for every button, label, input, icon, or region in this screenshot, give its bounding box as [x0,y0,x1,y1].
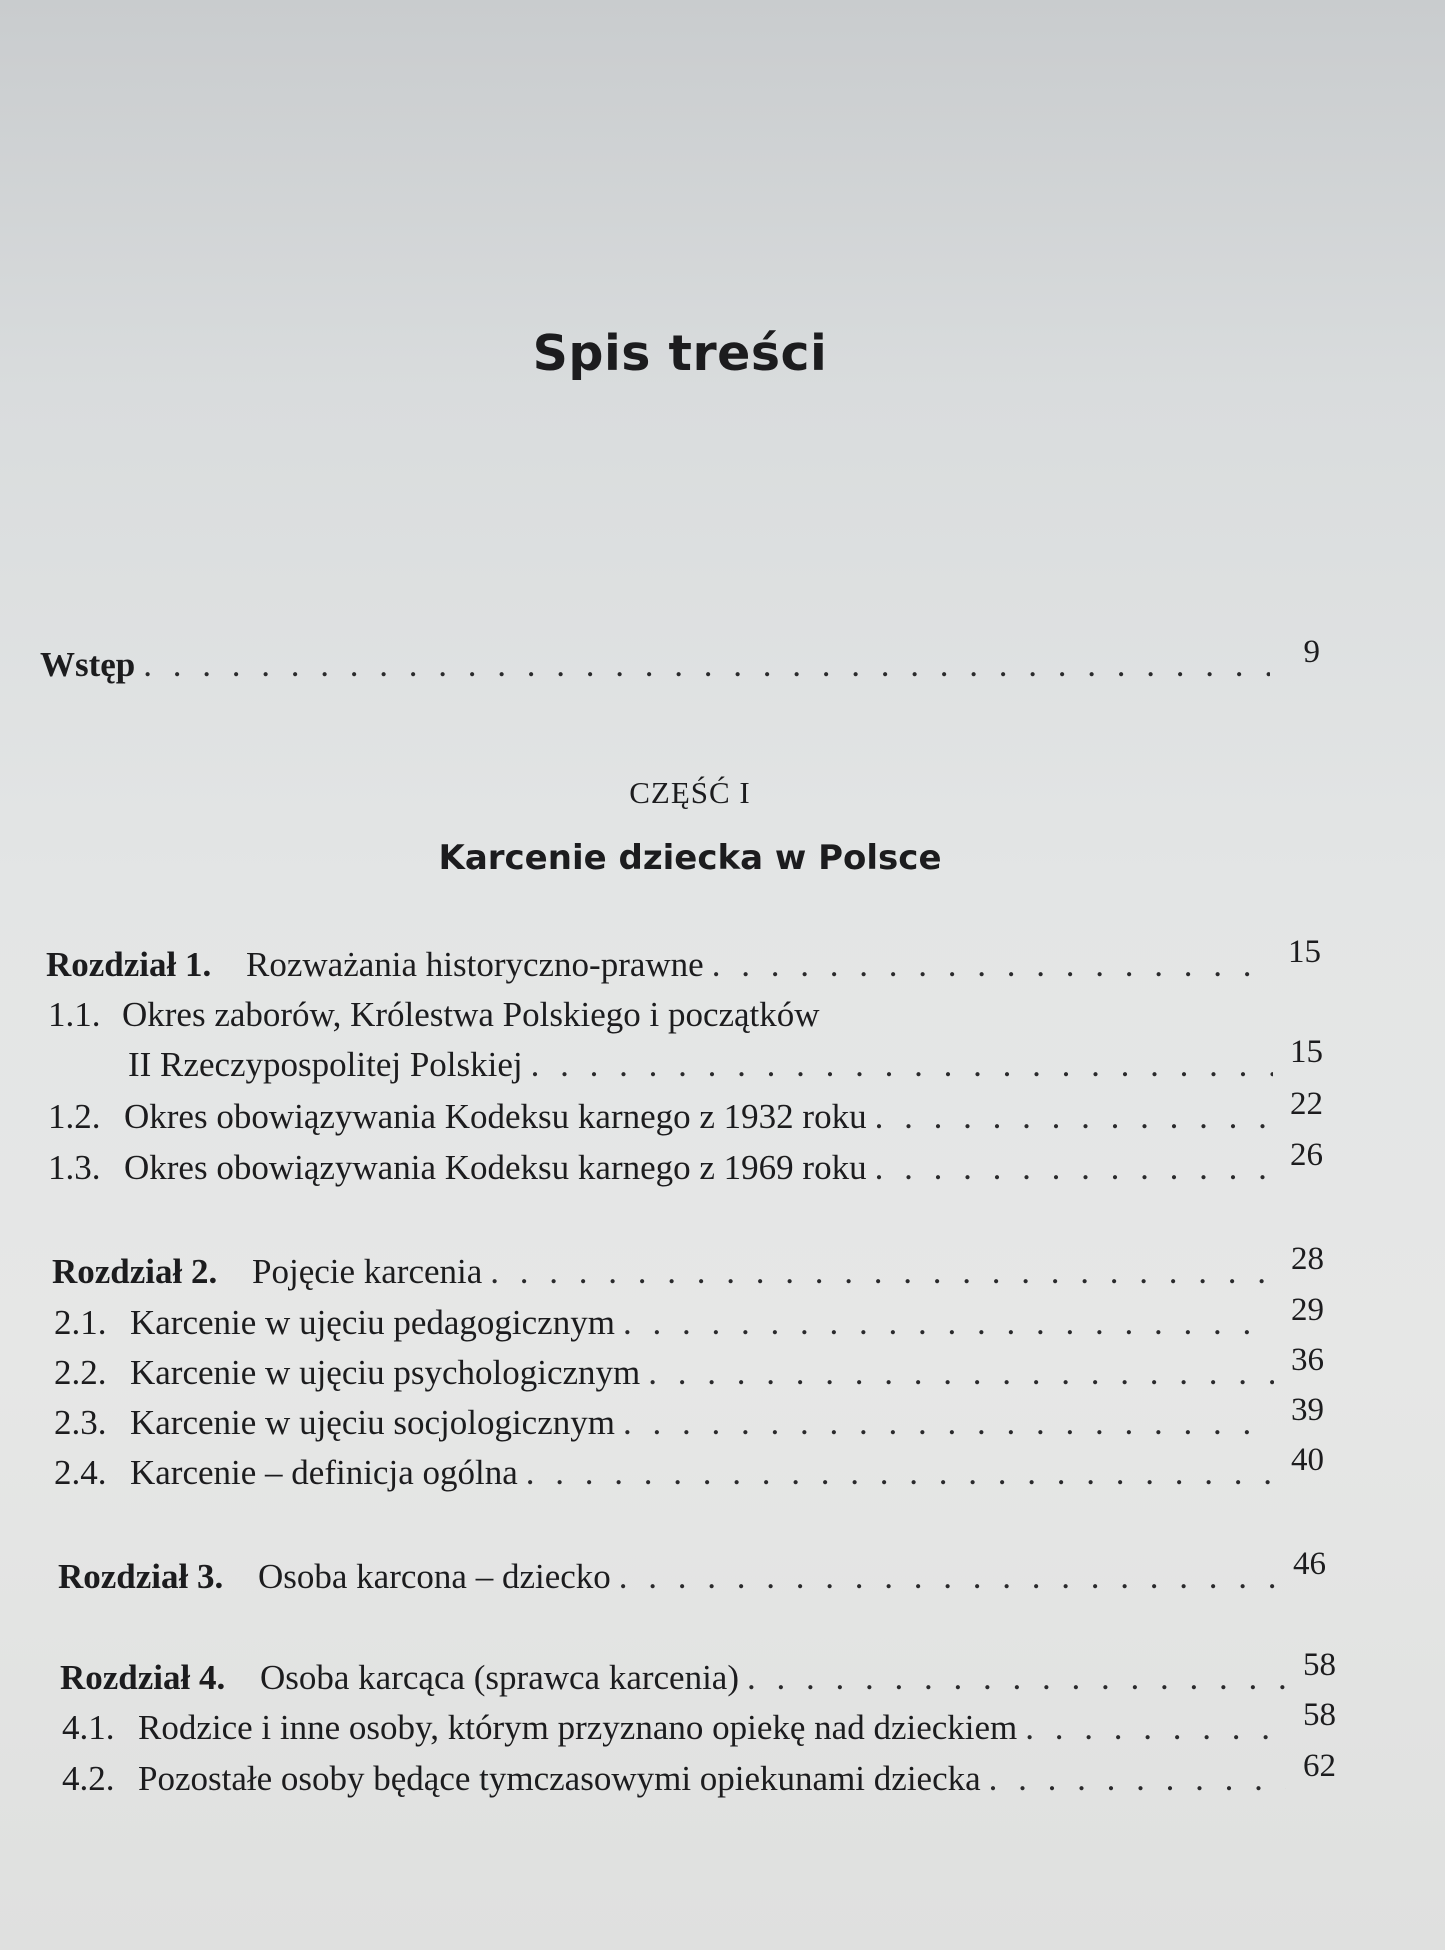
toc-entry-1-3 [48,1137,1323,1192]
toc-entry-number: 2.3. [54,1403,107,1442]
toc-entry-label: Pozostałe osoby będące tymczasowymi opiekunami dziecka [138,1759,981,1798]
toc-entry-label: Rodzice i inne osoby, którym przyznano opiekę nad dzieckiem [138,1708,1018,1747]
toc-entry-number: Rozdział 3. [58,1557,224,1596]
part-title: Karcenie dziecka w Polsce [438,838,942,878]
toc-entry-chapter-2 [52,1241,1324,1296]
leader-dots [143,645,1270,685]
leader-dots [712,945,1271,985]
leader-dots [875,1148,1273,1188]
toc-entry-1-2 [48,1086,1323,1141]
toc-entry-1-1-cont [48,1034,1323,1089]
toc-entry-number: 4.2. [62,1759,115,1798]
leader-dots [619,1557,1276,1597]
toc-entry-label: Karcenie w ujęciu psychologicznym [130,1353,641,1392]
toc-entry-1-1 [48,995,1323,1039]
toc-entry-page: 26 [1290,1137,1323,1173]
toc-entry-2-3 [54,1392,1324,1447]
leader-dots [526,1453,1274,1493]
toc-entry-chapter-4 [60,1647,1336,1702]
toc-entry-page: 9 [1303,634,1320,670]
page-title: Spis treści [532,325,828,382]
toc-entry-page: 58 [1303,1697,1336,1733]
toc-entry-number: 2.1. [54,1303,107,1342]
toc-entry-label: Wstęp [40,645,136,684]
leader-dots [531,1045,1273,1085]
toc-entry-number: Rozdział 4. [60,1658,226,1697]
leader-dots [623,1303,1274,1343]
toc-entry-number: 1.2. [48,1097,101,1136]
toc-entry-label: Karcenie w ujęciu socjologicznym [130,1403,615,1442]
toc-entry-label: Okres obowiązywania Kodeksu karnego z 1969 roku [124,1148,867,1187]
toc-entry-number: 1.1. [48,995,101,1034]
leader-dots [623,1403,1274,1443]
toc-entry-page: 62 [1303,1748,1336,1784]
toc-entry-chapter-1 [46,934,1321,989]
toc-entry-label: Okres zaborów, Królestwa Polskiego i początków [122,995,820,1034]
toc-entry-page: 15 [1290,1034,1323,1070]
leader-dots [490,1252,1274,1292]
toc-entry-page: 28 [1291,1241,1324,1277]
toc-entry-page: 22 [1290,1086,1323,1122]
toc-entry-page: 29 [1291,1292,1324,1328]
leader-dots [747,1658,1286,1698]
toc-entry-label: Rozważania historyczno-prawne [246,945,704,984]
toc-entry-page: 40 [1291,1442,1324,1478]
toc-entry-number: 2.4. [54,1453,107,1492]
toc-entry-2-4 [54,1442,1324,1497]
toc-entry-label: Osoba karcąca (sprawca karcenia) [260,1658,739,1697]
toc-entry-label: Osoba karcona – dziecko [258,1557,611,1596]
toc-entry-number: 2.2. [54,1353,107,1392]
toc-entry-page: 39 [1291,1392,1324,1428]
toc-entry-page: 15 [1288,934,1321,970]
toc-entry-chapter-3 [58,1546,1326,1601]
part-label: CZĘŚĆ I [629,775,751,810]
toc-entry-page: 36 [1291,1342,1324,1378]
toc-entry-label: Karcenie w ujęciu pedagogicznym [130,1303,615,1342]
toc-entry-number: Rozdział 1. [46,945,212,984]
toc-entry-label: Karcenie – definicja ogólna [130,1453,518,1492]
toc-entry-label: Pojęcie karcenia [252,1252,483,1291]
toc-entry-intro [40,634,1320,689]
toc-entry-2-2 [54,1342,1324,1397]
leader-dots [875,1097,1273,1137]
toc-entry-page: 46 [1293,1546,1326,1582]
leader-dots [648,1353,1274,1393]
toc-entry-4-1 [62,1697,1336,1752]
leader-dots [989,1759,1286,1799]
toc-entry-page: 58 [1303,1647,1336,1683]
toc-entry-4-2 [62,1748,1336,1803]
leader-dots [1025,1708,1286,1748]
toc-entry-label: Okres obowiązywania Kodeksu karnego z 1932 roku [124,1097,867,1136]
toc-entry-number: 1.3. [48,1148,101,1187]
toc-entry-label: II Rzeczypospolitej Polskiej [128,1045,523,1084]
toc-entry-number: Rozdział 2. [52,1252,218,1291]
toc-entry-2-1 [54,1292,1324,1347]
toc-entry-number: 4.1. [62,1708,115,1747]
